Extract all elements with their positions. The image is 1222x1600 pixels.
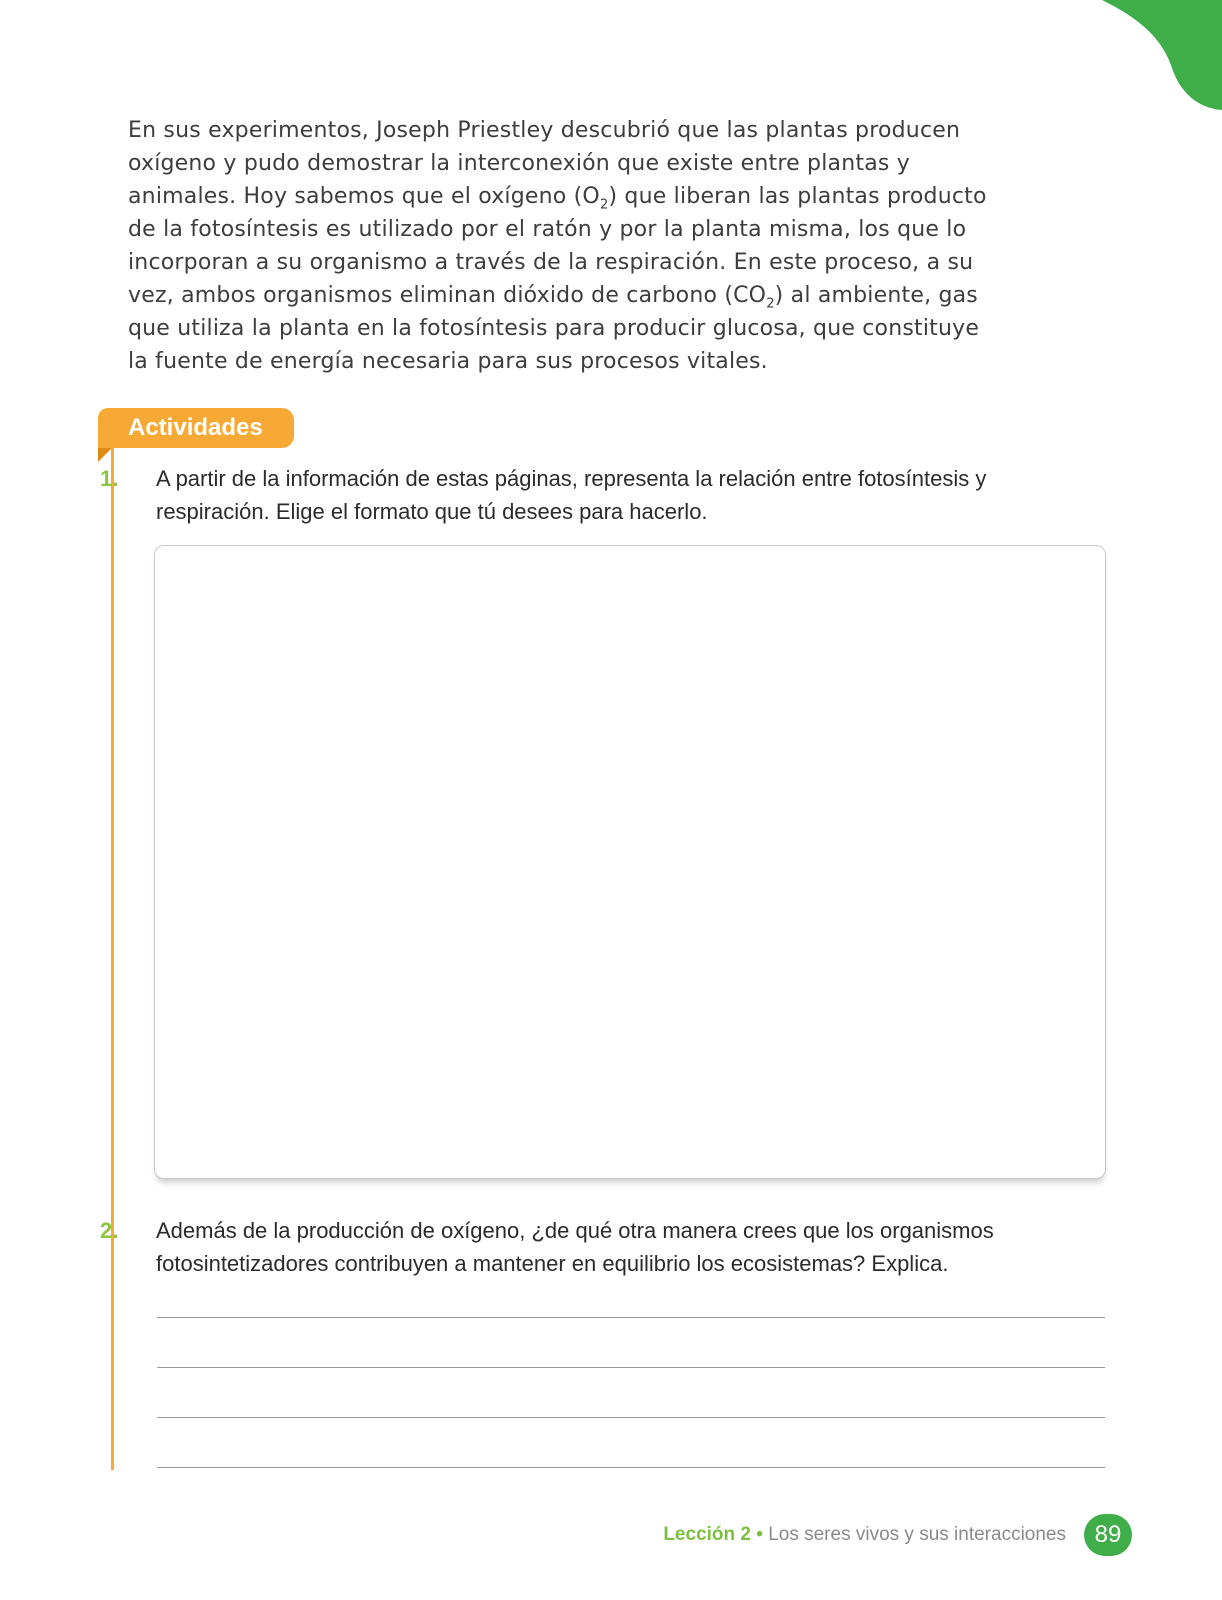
co2-subscript: 2	[766, 296, 775, 312]
o2-subscript: 2	[599, 197, 609, 213]
activities-tab-fold	[98, 448, 112, 462]
activities-title: Actividades	[128, 414, 263, 441]
question-1-number: 1.	[100, 466, 119, 491]
activities-side-rule	[111, 448, 114, 1470]
footer-separator: •	[750, 1524, 769, 1545]
question-1	[100, 462, 1076, 528]
page-number: 89	[1084, 1514, 1132, 1556]
intro-paragraph	[128, 114, 988, 378]
intro-text-part-3: ) al ambiente, gas que utiliza la planta en la fotosíntesis para producir glucosa, que constituye la fuente de energía necesaria para sus procesos vitales.	[128, 283, 980, 374]
question-1-text: A partir de la información de estas páginas, representa la relación entre fotosíntesis y respiración. Elige el formato que tú desees para hacerlo.	[156, 466, 987, 524]
question-2-number: 2.	[100, 1218, 119, 1243]
question-1-answer-box[interactable]	[154, 545, 1106, 1179]
answer-line-4[interactable]	[157, 1467, 1105, 1468]
footer-lesson-title: Los seres vivos y sus interacciones	[768, 1524, 1066, 1545]
corner-decoration	[1102, 0, 1222, 120]
answer-line-2[interactable]	[157, 1367, 1105, 1368]
footer-lesson	[663, 1524, 1066, 1546]
footer-lesson-label: Lección 2	[663, 1524, 751, 1545]
question-2	[100, 1214, 1076, 1280]
question-2-text: Además de la producción de oxígeno, ¿de qué otra manera crees que los organismos fotosintetizadores contribuyen a mantener en equilibrio los ecosistemas? Explica.	[156, 1218, 994, 1276]
answer-line-1[interactable]	[157, 1317, 1105, 1318]
intro-text-part-2: ) que liberan las plantas producto de la fotosíntesis es utilizado por el ratón y por la planta misma, los que lo incorporan a su organismo a través de la respiración. En este proceso, a su vez, ambos organismos eliminan dióxido de carbono (CO	[128, 184, 987, 308]
answer-line-3[interactable]	[157, 1417, 1105, 1418]
intro-text-part-1: En sus experimentos, Joseph Priestley descubrió que las plantas producen oxígeno y pudo demostrar la interconexión que existe entre plantas y animales. Hoy sabemos que el oxígeno (O	[128, 118, 961, 209]
